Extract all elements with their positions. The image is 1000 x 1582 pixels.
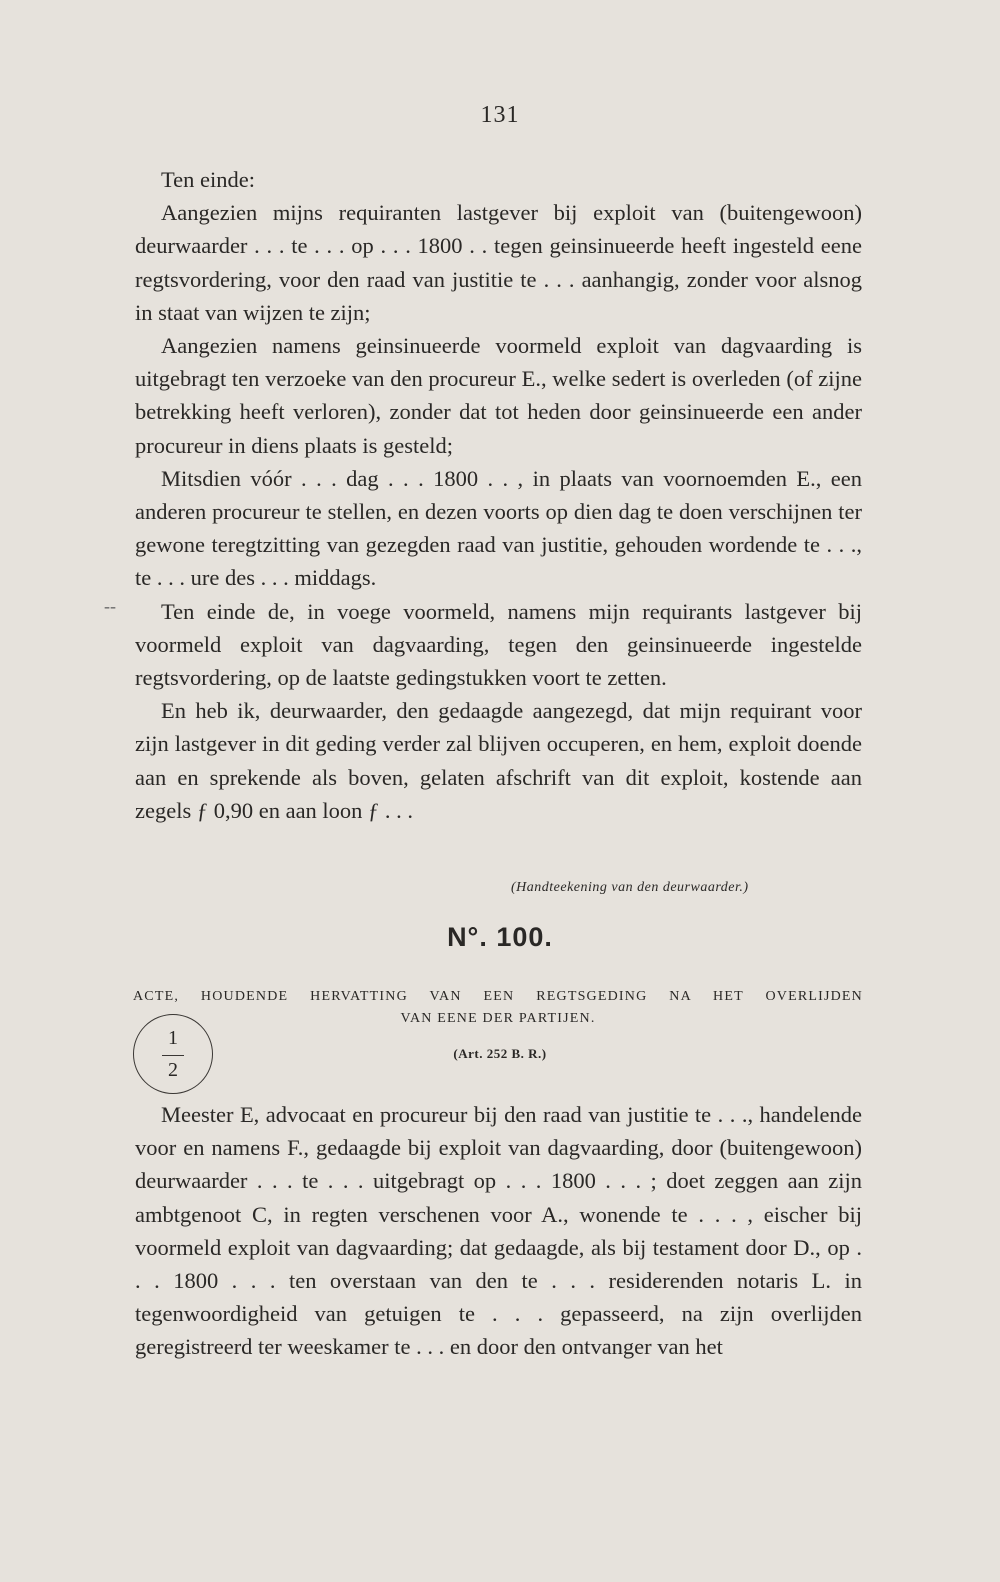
paragraph-mitsdien: Mitsdien vóór . . . dag . . . 1800 . . , in plaats van voornoemden E., een anderen procureur te stellen, en dezen voorts op dien dag te doen verschijnen ter gewone teregtzitting van gezegden raad van justitie, gehouden wordende te . . ., te . . . ure des . . . middags. <box>135 465 862 591</box>
exploit-text <box>135 163 862 827</box>
paragraph-en-heb-ik: En heb ik, deurwaarder, den gedaagde aangezegd, dat mijn requirant voor zijn lastgever in dit geding verder zal blijven occuperen, en hem, exploit doende aan en sprekende als boven, gelaten afschrift van dit exploit, kostende aan zegels ƒ 0,90 en aan loon ƒ . . . <box>135 698 862 823</box>
paragraph-ten-einde: Ten einde: <box>161 167 256 192</box>
paragraph-ten-einde-de: Ten einde de, in voege voormeld, namens mijn requirants lastgever bij voormeld exploit van dagvaarding, tegen den geinsinueerde ingestelde regtsvordering, op de laatste gedingstukken voort te zetten. <box>135 598 862 691</box>
signature-line: (Handteekening van den deurwaarder.) <box>511 880 749 895</box>
paragraph-aangezien-2: Aangezien namens geinsinueerde voormeld exploit van dagvaarding is uitgebragt ten verzoeke van den procureur E., welke sedert is overleden (of zijne betrekking heeft verloren), zonder dat tot heden door geinsinueerde een ander procureur in diens plaats is gesteld; <box>135 333 862 458</box>
acte-text <box>135 1098 862 1364</box>
article-reference: (Art. 252 B. R.) <box>453 1046 547 1061</box>
act-title-line-2: VAN EENE DER PARTIJEN. <box>400 1011 596 1026</box>
document-number: N°. 100. <box>447 922 553 952</box>
page-number: 131 <box>480 102 520 128</box>
stamp-numerator: 1 <box>168 1027 178 1049</box>
paragraph-meester-e: Meester E, advocaat en procureur bij den raad van justitie te . . ., handelende voor en namens F., gedaagde bij exploit van dagvaarding, door (buitengewoon) deurwaarder . . . te . . . uitgebragt op . . . 1800 . . . ; doet zeggen aan zijn ambtgenoot C, in regten verschenen voor A., wonende te . . . , eischer bij voormeld exploit van dagvaarding; dat gedaagde, als bij testament door D., op . . . 1800 . . . ten overstaan van den te . . . residerenden notaris L. in tegenwoordigheid van getuigen te . . . gepasseerd, na zijn overlijden geregistreerd ter weeskamer te . . . en door den ontvanger van het <box>135 1102 862 1360</box>
act-title-line-1: ACTE, HOUDENDE HERVATTING VAN EEN REGTSGEDING NA HET OVERLIJDEN <box>133 989 863 1004</box>
stamp-denominator: 2 <box>168 1059 178 1081</box>
act-title <box>133 986 863 1030</box>
paragraph-aangezien-1: Aangezien mijns requiranten lastgever bij exploit van (buitengewoon) deurwaarder . . . te . . . op . . . 1800 . . tegen geinsinueerde heeft ingesteld eene regtsvordering, voor den raad van justitie te . . . aanhangig, zonder voor alsnog in staat van wijzen te zijn; <box>135 200 862 325</box>
margin-mark: -- <box>104 596 116 616</box>
